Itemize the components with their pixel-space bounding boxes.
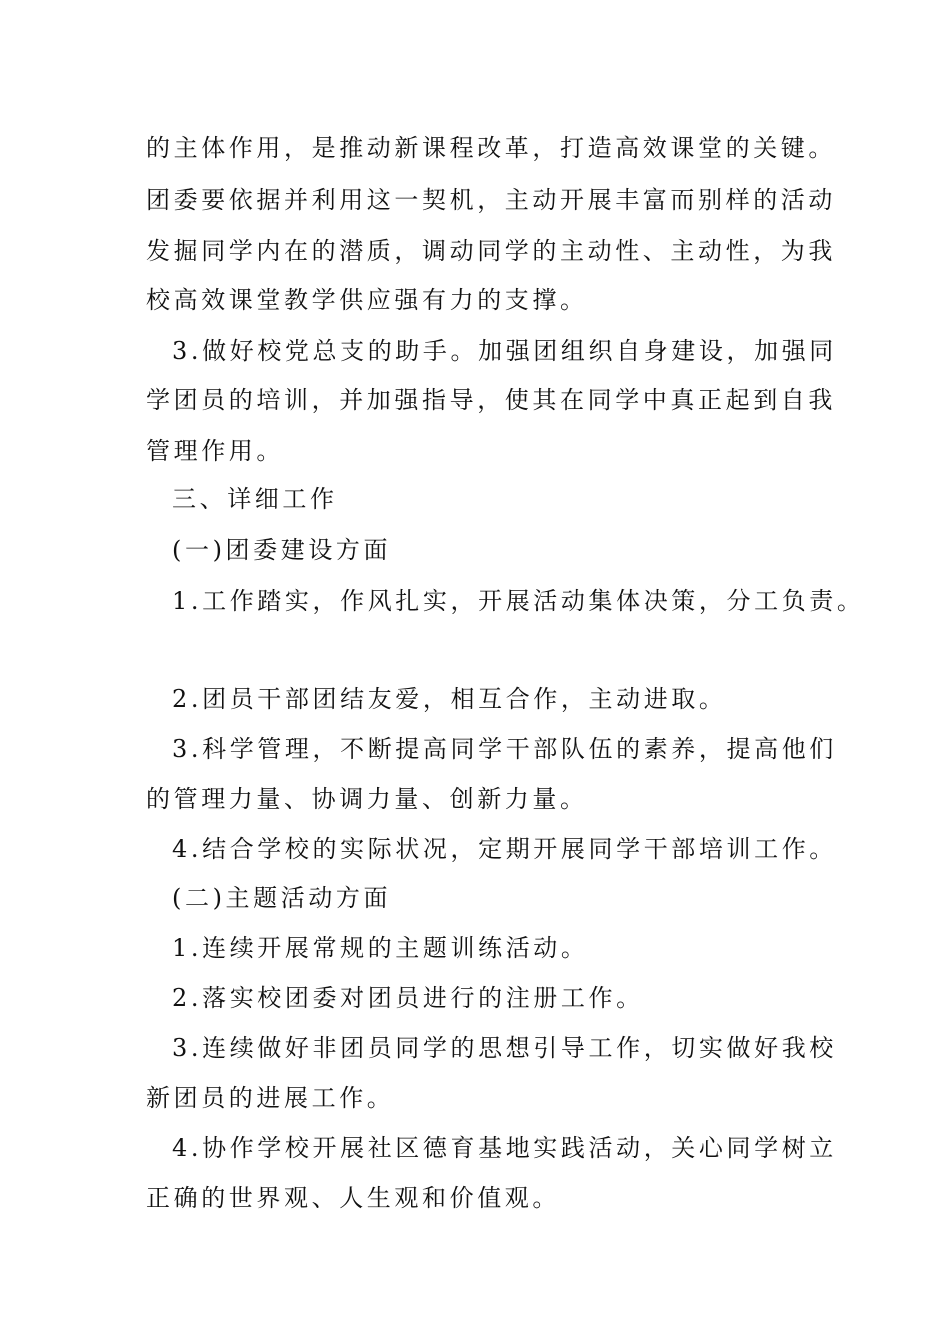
text-line: 4.协作学校开展社区德育基地实践活动，关心同学树立 (172, 1134, 837, 1162)
text-line: 的管理力量、协调力量、创新力量。 (146, 785, 588, 813)
text-line: 4.结合学校的实际状况，定期开展同学干部培训工作。 (172, 835, 837, 863)
text-line: 1.工作踏实，作风扎实，开展活动集体决策，分工负责。 (172, 587, 865, 615)
text-line: 新团员的进展工作。 (146, 1084, 395, 1112)
text-line: 发掘同学内在的潜质，调动同学的主动性、主动性，为我 (146, 237, 836, 265)
text-line: 2.团员干部团结友爱，相互合作，主动进取。 (172, 685, 727, 713)
text-line: 3.连续做好非团员同学的思想引导工作，切实做好我校 (172, 1034, 837, 1062)
text-line: 校高效课堂教学供应强有力的支撑。 (146, 286, 588, 314)
text-line: 1.连续开展常规的主题训练活动。 (172, 934, 589, 962)
text-line: 的主体作用，是推动新课程改革，打造高效课堂的关键。 (146, 134, 836, 162)
text-line: 3.做好校党总支的助手。加强团组织自身建设，加强同 (172, 337, 837, 365)
text-line: 3.科学管理，不断提高同学干部队伍的素养，提高他们 (172, 735, 837, 763)
subsection-heading: (二)主题活动方面 (172, 884, 392, 912)
text-line: 管理作用。 (146, 437, 284, 465)
text-line: 2.落实校团委对团员进行的注册工作。 (172, 984, 644, 1012)
subsection-heading: (一)团委建设方面 (172, 536, 392, 564)
text-line: 学团员的培训，并加强指导，使其在同学中真正起到自我 (146, 386, 836, 414)
text-line: 正确的世界观、人生观和价值观。 (146, 1184, 560, 1212)
text-line: 团委要依据并利用这一契机，主动开展丰富而别样的活动 (146, 186, 836, 214)
section-heading: 三、详细工作 (172, 485, 338, 513)
